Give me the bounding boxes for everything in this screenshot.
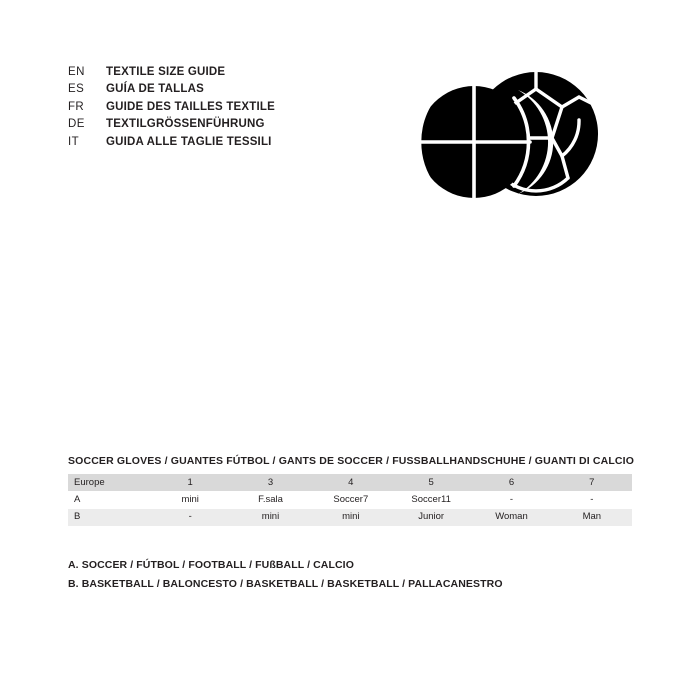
language-row-de	[68, 116, 388, 133]
language-code-it: IT	[68, 135, 80, 148]
language-row-es	[68, 81, 388, 98]
balls-illustration	[406, 66, 606, 211]
balls-illustration-svg	[406, 66, 606, 211]
language-code-es: ES	[68, 83, 85, 96]
language-code-fr: FR	[68, 100, 85, 113]
language-text-fr: GUIDE DES TAILLES TEXTILE	[106, 100, 275, 113]
table-cell-b-6: Woman	[471, 509, 551, 526]
language-text-en: TEXTILE SIZE GUIDE	[106, 66, 226, 78]
language-code-de: DE	[68, 118, 85, 131]
table-cell-b-1: -	[150, 509, 230, 526]
table-header-cell-3: 3	[230, 474, 310, 491]
table-cell-b-4: mini	[311, 509, 391, 526]
language-title-block	[68, 64, 388, 151]
footnotes-block	[68, 556, 632, 595]
table-row-label-a: A	[74, 493, 81, 505]
size-table	[68, 474, 632, 526]
table-cell-a-5: Soccer11	[411, 493, 451, 505]
table-row	[68, 491, 632, 508]
language-text-it: GUIDA ALLE TAGLIE TESSILI	[106, 135, 272, 148]
language-text-de: TEXTILGRÖSSENFÜHRUNG	[106, 118, 265, 131]
table-header-cell-7: 7	[552, 474, 632, 491]
table-cell-b-7: Man	[552, 509, 632, 526]
table-row-label-b: B	[68, 509, 150, 526]
table-row	[68, 509, 632, 526]
table-header-cell-europe: Europe	[68, 474, 150, 491]
language-code-en: EN	[68, 66, 85, 78]
table-cell-b-3: mini	[230, 509, 310, 526]
table-cell-b-5: Junior	[391, 509, 471, 526]
table-cell-a-7: -	[590, 493, 594, 505]
table-header-cell-6: 6	[471, 474, 551, 491]
language-row-it	[68, 134, 388, 151]
table-header-cell-4: 4	[311, 474, 391, 491]
table-header-cell-5: 5	[391, 474, 471, 491]
table-cell-a-4: Soccer7	[333, 493, 369, 505]
size-table-title: SOCCER GLOVES / GUANTES FÚTBOL / GANTS DE SOCCER / FUSSBALLHANDSCHUHE / GUANTI DI CALCIO	[68, 455, 635, 467]
table-cell-a-1: mini	[181, 493, 199, 505]
size-table-section	[68, 455, 635, 526]
table-header-row	[68, 474, 632, 491]
table-cell-a-6: -	[509, 493, 514, 505]
footnote-a: A. SOCCER / FÚTBOL / FOOTBALL / FUßBALL / CALCIO	[68, 559, 354, 571]
language-row-en	[68, 64, 388, 81]
language-row-fr	[68, 99, 388, 116]
language-text-es: GUÍA DE TALLAS	[106, 83, 204, 96]
table-cell-a-3: F.sala	[258, 493, 283, 505]
table-header-cell-1: 1	[150, 474, 230, 491]
footnote-b: B. BASKETBALL / BALONCESTO / BASKETBALL / BASKETBALL / PALLACANESTRO	[68, 578, 503, 591]
